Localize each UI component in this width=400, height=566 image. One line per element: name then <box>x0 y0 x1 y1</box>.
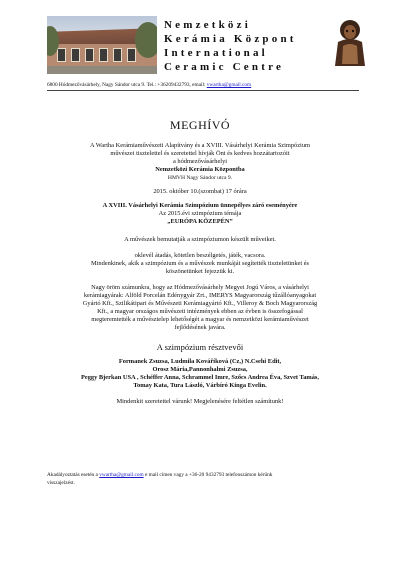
program-line: A művészek bemutatják a szimpóziumon készült műveiket. <box>124 236 276 243</box>
footer-email-link[interactable]: vwartha@gmail.com <box>99 472 144 478</box>
contact-address <box>47 82 367 88</box>
program-line: köszönetünket fejezzük ki. <box>165 268 235 275</box>
ceramic-figure-logo <box>333 18 367 68</box>
header-divider <box>47 90 359 91</box>
thanks-line: kerámiagyárak: Alföld Porcelán Edénygyár Zrt., IMERYS Magyarország tűzállóanyagokat <box>83 292 317 299</box>
address-text: 6800 Hódmezővásárhely, Nagy Sándor utca 9. Tel.: +36209432793, email: <box>47 82 207 88</box>
footer-prefix: Akadályoztatás esetén a <box>47 472 100 478</box>
venue-address: HMVH Nagy Sándor utca 9. <box>167 175 233 181</box>
thanks-line: Nagy öröm számunkra, hogy az Hódmezővásárhely Megyei Jogú Város, a vásárhelyi <box>91 284 309 291</box>
footer-suffix-line2: visszajelzést. <box>47 480 75 486</box>
program-line: Mindenkinek, akik a szimpózium és a művészek munkáját segítették tiszteletünket és <box>90 260 310 267</box>
event-title: A XVIII. Vásárhelyi Kerámia Szimpózium ünnepélyes záró eseményére <box>102 202 298 209</box>
participants-line: Tomay Kata, Tura László, Várbíró Kinga Evelin. <box>133 382 267 389</box>
building-photo <box>47 16 157 74</box>
invitation-heading: MEGHÍVÓ <box>169 118 231 132</box>
title-line: Kerámia Központ <box>164 33 297 45</box>
title-line: Nemzetközi <box>164 19 251 31</box>
event-datetime: 2015. október 10.(szombat) 17 órára <box>153 188 247 195</box>
centre-title <box>164 18 329 74</box>
intro-line: a hódmezővásárhelyi <box>172 158 228 165</box>
participants-line: Formanek Zsuzsa, Ludmila Kováříková (Cz,) N.Csehi Edit, <box>118 358 282 365</box>
invitation-body <box>47 118 353 406</box>
venue-name: Nemzetközi Kerámia Központba <box>155 166 245 173</box>
intro-line: A Wartha Kerámiaművészeti Alapítvány és a XVIII. Vásárhelyi Kerámia Szimpózium <box>89 142 310 149</box>
theme-title: „EURÓPA KÖZEPÉN” <box>167 218 233 225</box>
thanks-line: Gyártó Kft., Szilikátipari és Művészeti Kerámiagyártó Kft., Villeroy & Boch Magyarország <box>82 300 318 307</box>
participants-line: Peggy Bjerkan USA , Schéffer Anna, Schrammel Imre, Szőcs Andrea Éva, Szvet Tamás, <box>80 374 320 381</box>
thanks-line: Kft., a magyar országos művészeti intézmények ebben az évben is összefogással <box>97 308 303 315</box>
rsvp-footer <box>47 471 347 487</box>
thanks-line: fejlődésének javára. <box>174 324 226 331</box>
program-line: oklevél átadás, kötetlen beszélgetés, játék, vacsora. <box>134 252 266 259</box>
thanks-line: megteremtették a művésztelep lehetőségét a magyar és nemzetközi kerámiaművészet <box>91 316 309 323</box>
intro-line: művészei tisztelettel és szeretettel hívják Önt és kedves hozzátartozóit <box>110 150 290 157</box>
footer-suffix: e mail címen vagy a +36-20 9432793 telefonszámon kérünk <box>143 472 273 478</box>
participants-line: Orosz Mária,Pannonhalmi Zsuzsa, <box>152 366 248 373</box>
title-line: Ceramic Centre <box>164 61 285 73</box>
participants-heading: A szimpózium résztvevői <box>156 342 244 352</box>
title-line: International <box>164 47 268 59</box>
email-link[interactable]: vwartha@gmail.com <box>206 82 252 88</box>
theme-line: Az 2015.évi szimpózium témája <box>158 210 242 217</box>
closing-line: Mindenkit szeretettel várunk! Megjelenésére feltétlen számítunk! <box>116 398 284 405</box>
